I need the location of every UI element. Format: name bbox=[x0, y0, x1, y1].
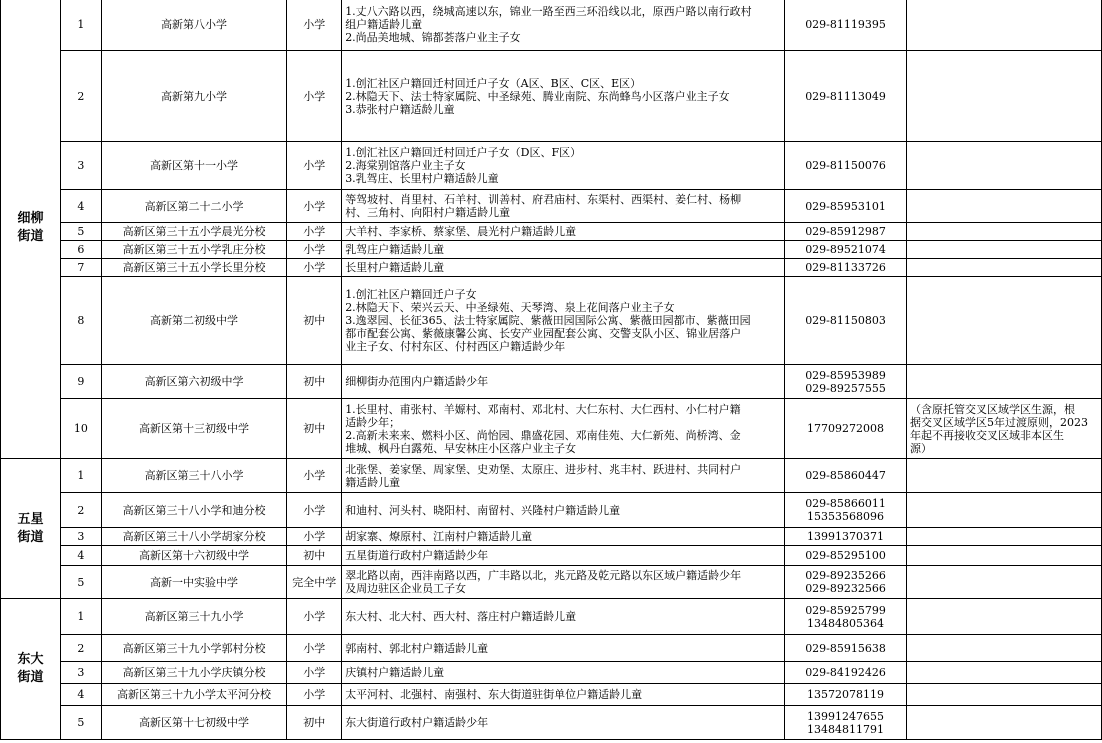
school-level: 小学 bbox=[287, 493, 342, 528]
row-number: 5 bbox=[60, 223, 101, 241]
school-name: 高新区第三十八小学胡家分校 bbox=[101, 528, 286, 546]
scope-line: 2.高新未来来、燃料小区、尚怡园、鼎盛花园、邓南佳苑、大仁新苑、尚桥湾、金 bbox=[345, 428, 741, 442]
remarks bbox=[906, 365, 1101, 399]
phone-line: 029-89257555 bbox=[805, 381, 886, 395]
scope-line: 五星街道行政村户籍适龄少年 bbox=[345, 549, 489, 562]
school-level: 小学 bbox=[287, 241, 342, 259]
table-row bbox=[1, 528, 1102, 546]
scope-line: 翠北路以南，西沣南路以西，广丰路以北，兆元路及乾元路以东区域户籍适龄少年 bbox=[345, 569, 742, 582]
enrollment-scope bbox=[342, 277, 785, 365]
scope-line: 乳驾庄户籍适龄儿童 bbox=[345, 243, 445, 256]
remarks bbox=[906, 528, 1101, 546]
scope-line: 3.乳驾庄、长里村户籍适龄儿童 bbox=[345, 172, 499, 185]
remarks bbox=[906, 51, 1101, 142]
contact-phone bbox=[785, 662, 907, 684]
school-level: 初中 bbox=[287, 277, 342, 365]
school-level: 小学 bbox=[287, 259, 342, 277]
street-name-line: 街道 bbox=[17, 529, 44, 545]
enrollment-scope bbox=[342, 365, 785, 399]
enrollment-scope bbox=[342, 223, 785, 241]
school-name: 高新一中实验中学 bbox=[101, 566, 286, 599]
school-level: 小学 bbox=[287, 662, 342, 684]
row-number: 10 bbox=[60, 399, 101, 459]
phone-line: 029-89235266 bbox=[805, 569, 886, 582]
contact-phone bbox=[785, 0, 907, 51]
scope-line: 3.恭张村户籍适龄儿童 bbox=[345, 102, 455, 116]
phone-line: 029-89232566 bbox=[805, 582, 886, 595]
scope-line: 细柳街办范围内户籍适龄少年 bbox=[345, 375, 489, 388]
school-level: 小学 bbox=[287, 142, 342, 190]
row-number: 1 bbox=[60, 459, 101, 493]
school-level: 初中 bbox=[287, 399, 342, 459]
school-name: 高新第九小学 bbox=[101, 51, 286, 142]
phone-line: 029-85912987 bbox=[805, 225, 886, 238]
scope-line: 堆城、枫丹白露苑、早安林庄小区落户业主子女 bbox=[345, 441, 577, 455]
street-name-line: 五星 bbox=[17, 511, 44, 527]
street-name-cell bbox=[1, 0, 61, 459]
remark-line: 据交叉区域学区5年过渡原则，2023 bbox=[909, 415, 1088, 429]
scope-line: 2.海棠别馆落户业主子女 bbox=[345, 159, 466, 172]
scope-line: 和迪村、河头村、晓阳村、南留村、兴隆村户籍适龄儿童 bbox=[345, 503, 621, 517]
row-number: 4 bbox=[60, 684, 101, 706]
remarks bbox=[906, 493, 1101, 528]
table-row bbox=[1, 0, 1102, 51]
row-number: 5 bbox=[60, 706, 101, 740]
scope-line: 东大村、北大村、西大村、落庄村户籍适龄儿童 bbox=[345, 610, 577, 623]
row-number: 2 bbox=[60, 635, 101, 662]
contact-phone bbox=[785, 142, 907, 190]
phone-line: 13572078119 bbox=[807, 688, 885, 701]
school-name: 高新区第三十九小学太平河分校 bbox=[101, 684, 286, 706]
school-name: 高新区第三十八小学 bbox=[101, 459, 286, 493]
phone-line: 029-85860447 bbox=[805, 469, 886, 482]
school-name: 高新区第三十九小学庆镇分校 bbox=[101, 662, 286, 684]
scope-line: 组户籍适龄儿童 bbox=[345, 17, 423, 31]
contact-phone bbox=[785, 528, 907, 546]
street-name-line: 东大 bbox=[17, 652, 44, 667]
table-row bbox=[1, 399, 1102, 459]
scope-line: 都市配套公寓、紫薇康馨公寓、长安产业园配套公寓、交警支队小区、锦业居落户 bbox=[345, 327, 742, 340]
phone-line: 029-85925799 bbox=[805, 603, 886, 617]
contact-phone bbox=[785, 365, 907, 399]
scope-line: 2.尚品美地城、锦都荟落户业主子女 bbox=[345, 30, 521, 44]
contact-phone bbox=[785, 706, 907, 740]
enrollment-scope bbox=[342, 635, 785, 662]
row-number: 8 bbox=[60, 277, 101, 365]
scope-line: 3.逸翠园、长征365、法士特家属院、紫薇田园国际公寓、紫薇田园都市、紫薇田园 bbox=[345, 314, 751, 327]
remarks bbox=[906, 635, 1101, 662]
remark-line: （含原托管交叉区域学区生源，根 bbox=[909, 402, 1075, 416]
row-number: 3 bbox=[60, 142, 101, 190]
contact-phone bbox=[785, 459, 907, 493]
street-name-cell bbox=[1, 459, 61, 599]
phone-line: 029-81119395 bbox=[805, 17, 886, 31]
enrollment-scope bbox=[342, 493, 785, 528]
phone-line: 13484811791 bbox=[807, 722, 885, 736]
remarks bbox=[906, 223, 1101, 241]
scope-line: 1.长里村、甫张村、羊嫄村、邓南村、邓北村、大仁东村、大仁西村、小仁村户籍 bbox=[345, 402, 741, 416]
school-name: 高新区第十七初级中学 bbox=[101, 706, 286, 740]
school-name: 高新区第三十九小学 bbox=[101, 599, 286, 635]
phone-line: 13484805364 bbox=[807, 616, 885, 630]
school-name: 高新区第六初级中学 bbox=[101, 365, 286, 399]
phone-line: 13991247655 bbox=[807, 709, 885, 723]
contact-phone bbox=[785, 399, 907, 459]
enrollment-scope bbox=[342, 0, 785, 51]
enrollment-scope bbox=[342, 51, 785, 142]
contact-phone bbox=[785, 241, 907, 259]
phone-line: 029-84192426 bbox=[805, 666, 886, 679]
scope-line: 适龄少年； bbox=[345, 415, 401, 429]
table-row bbox=[1, 566, 1102, 599]
remarks bbox=[906, 277, 1101, 365]
scope-line: 2.林隐天下、荣兴云天、中圣绿苑、天琴湾、泉上花间落户业主子女 bbox=[345, 301, 675, 314]
school-name: 高新区第二十二小学 bbox=[101, 190, 286, 223]
enrollment-scope bbox=[342, 546, 785, 566]
phone-line: 029-85915638 bbox=[805, 641, 886, 655]
street-name-cell bbox=[1, 599, 61, 740]
remark-line: 源） bbox=[909, 441, 932, 455]
school-level: 小学 bbox=[287, 684, 342, 706]
contact-phone bbox=[785, 546, 907, 566]
enrollment-scope bbox=[342, 566, 785, 599]
contact-phone bbox=[785, 190, 907, 223]
school-level: 初中 bbox=[287, 546, 342, 566]
enrollment-scope bbox=[342, 241, 785, 259]
row-number: 3 bbox=[60, 662, 101, 684]
table-row bbox=[1, 706, 1102, 740]
row-number: 1 bbox=[60, 599, 101, 635]
contact-phone bbox=[785, 51, 907, 142]
scope-line: 胡家寨、燎原村、江南村户籍适龄儿童 bbox=[345, 530, 533, 543]
street-name-line: 街道 bbox=[17, 670, 44, 685]
remarks bbox=[906, 259, 1101, 277]
scope-line: 村、三角村、向阳村户籍适龄儿童 bbox=[345, 206, 511, 219]
scope-line: 庆镇村户籍适龄儿童 bbox=[345, 666, 445, 679]
scope-line: 太平河村、北强村、南强村、东大街道驻街单位户籍适龄儿童 bbox=[345, 688, 643, 701]
row-number: 5 bbox=[60, 566, 101, 599]
school-name: 高新第二初级中学 bbox=[101, 277, 286, 365]
table-row bbox=[1, 241, 1102, 259]
street-name-line: 细柳 bbox=[17, 211, 44, 226]
phone-line: 029-85953989 bbox=[805, 368, 886, 382]
school-level: 初中 bbox=[287, 365, 342, 399]
school-name: 高新区第三十八小学和迪分校 bbox=[101, 493, 286, 528]
phone-line: 029-89521074 bbox=[805, 243, 886, 256]
school-level: 小学 bbox=[287, 459, 342, 493]
table-row bbox=[1, 599, 1102, 635]
remarks bbox=[906, 459, 1101, 493]
scope-line: 等驾坡村、肖里村、石羊村、训善村、府君庙村、东渠村、西渠村、姜仁村、杨柳 bbox=[345, 193, 742, 206]
table-row bbox=[1, 546, 1102, 566]
school-level: 小学 bbox=[287, 223, 342, 241]
enrollment-scope bbox=[342, 459, 785, 493]
contact-phone bbox=[785, 635, 907, 662]
remarks bbox=[906, 241, 1101, 259]
row-number: 4 bbox=[60, 190, 101, 223]
scope-line: 1.创汇社区户籍回迁村回迁户子女（A区、B区、C区、E区） bbox=[345, 76, 642, 90]
enrollment-scope bbox=[342, 706, 785, 740]
school-name: 高新区第十一小学 bbox=[101, 142, 286, 190]
school-level: 小学 bbox=[287, 0, 342, 51]
scope-line: 籍适龄儿童 bbox=[345, 475, 401, 489]
remarks bbox=[906, 566, 1101, 599]
row-number: 6 bbox=[60, 241, 101, 259]
enrollment-scope bbox=[342, 259, 785, 277]
remark-line: 年起不再接收交叉区域非本区生 bbox=[909, 428, 1064, 442]
remarks bbox=[906, 142, 1101, 190]
remarks bbox=[906, 684, 1101, 706]
contact-phone bbox=[785, 566, 907, 599]
phone-line: 029-85953101 bbox=[805, 199, 886, 213]
phone-line: 029-81133726 bbox=[805, 261, 886, 274]
enrollment-scope bbox=[342, 528, 785, 546]
table-row bbox=[1, 277, 1102, 365]
school-level: 完全中学 bbox=[287, 566, 342, 599]
phone-line: 13991370371 bbox=[807, 530, 885, 543]
phone-line: 029-81150076 bbox=[805, 159, 886, 172]
school-level: 初中 bbox=[287, 706, 342, 740]
remarks bbox=[906, 662, 1101, 684]
school-level: 小学 bbox=[287, 190, 342, 223]
scope-line: 大羊村、李家桥、蔡家堡、晨光村户籍适龄儿童 bbox=[345, 225, 577, 238]
scope-line: 2.林隐天下、法士特家属院、中圣绿苑、腾业南院、东尚蜂鸟小区落户业主子女 bbox=[345, 89, 730, 103]
school-level: 小学 bbox=[287, 51, 342, 142]
table-row bbox=[1, 662, 1102, 684]
row-number: 3 bbox=[60, 528, 101, 546]
school-name: 高新区第三十五小学乳庄分校 bbox=[101, 241, 286, 259]
school-level: 小学 bbox=[287, 599, 342, 635]
phone-line: 15353568096 bbox=[807, 510, 885, 523]
contact-phone bbox=[785, 223, 907, 241]
table-row bbox=[1, 365, 1102, 399]
remarks bbox=[906, 706, 1101, 740]
enrollment-scope bbox=[342, 399, 785, 459]
school-name: 高新区第三十九小学郭村分校 bbox=[101, 635, 286, 662]
school-level: 小学 bbox=[287, 635, 342, 662]
contact-phone bbox=[785, 259, 907, 277]
enrollment-scope bbox=[342, 684, 785, 706]
street-name-line: 街道 bbox=[17, 229, 44, 244]
table-row bbox=[1, 190, 1102, 223]
row-number: 2 bbox=[60, 51, 101, 142]
scope-line: 及周边驻区企业员工子女 bbox=[345, 582, 467, 595]
remarks bbox=[906, 399, 1101, 459]
phone-line: 029-81113049 bbox=[805, 89, 886, 103]
enrollment-scope bbox=[342, 190, 785, 223]
phone-line: 029-85295100 bbox=[805, 549, 886, 562]
row-number: 9 bbox=[60, 365, 101, 399]
enrollment-scope bbox=[342, 662, 785, 684]
contact-phone bbox=[785, 599, 907, 635]
table-row bbox=[1, 223, 1102, 241]
table-row bbox=[1, 459, 1102, 493]
school-name: 高新区第十六初级中学 bbox=[101, 546, 286, 566]
scope-line: 业主子女、付村东区、付村西区户籍适龄少年 bbox=[345, 340, 566, 353]
enrollment-scope bbox=[342, 599, 785, 635]
phone-line: 17709272008 bbox=[807, 422, 885, 435]
table-row bbox=[1, 684, 1102, 706]
table-row bbox=[1, 635, 1102, 662]
phone-line: 029-81150803 bbox=[805, 314, 886, 327]
remarks bbox=[906, 546, 1101, 566]
remarks bbox=[906, 190, 1101, 223]
phone-line: 029-85866011 bbox=[805, 497, 886, 510]
table-row bbox=[1, 493, 1102, 528]
scope-line: 东大街道行政村户籍适龄少年 bbox=[345, 716, 489, 729]
remarks bbox=[906, 0, 1101, 51]
school-level: 小学 bbox=[287, 528, 342, 546]
remarks bbox=[906, 599, 1101, 635]
school-name: 高新区第十三初级中学 bbox=[101, 399, 286, 459]
contact-phone bbox=[785, 493, 907, 528]
scope-line: 1.创汇社区户籍回迁户子女 bbox=[345, 288, 477, 301]
contact-phone bbox=[785, 684, 907, 706]
row-number: 1 bbox=[60, 0, 101, 51]
table-row bbox=[1, 142, 1102, 190]
school-name: 高新区第三十五小学长里分校 bbox=[101, 259, 286, 277]
row-number: 2 bbox=[60, 493, 101, 528]
table-row bbox=[1, 51, 1102, 142]
contact-phone bbox=[785, 277, 907, 365]
enrollment-scope bbox=[342, 142, 785, 190]
table-row bbox=[1, 259, 1102, 277]
scope-line: 1.创汇社区户籍回迁村回迁户子女（D区、F区） bbox=[345, 146, 582, 159]
scope-line: 1.丈八六路以西，绕城高速以东，锦业一路至西三环沿线以北，原西户路以南行政村 bbox=[345, 4, 752, 18]
scope-line: 郭南村、郭北村户籍适龄儿童 bbox=[345, 641, 489, 655]
row-number: 7 bbox=[60, 259, 101, 277]
scope-line: 长里村户籍适龄儿童 bbox=[345, 261, 445, 274]
scope-line: 北张堡、姜家堡、周家堡、史劝堡、太原庄、进步村、兆丰村、跃进村、共同村户 bbox=[345, 462, 742, 476]
row-number: 4 bbox=[60, 546, 101, 566]
school-name: 高新区第三十五小学晨光分校 bbox=[101, 223, 286, 241]
school-name: 高新第八小学 bbox=[101, 0, 286, 51]
